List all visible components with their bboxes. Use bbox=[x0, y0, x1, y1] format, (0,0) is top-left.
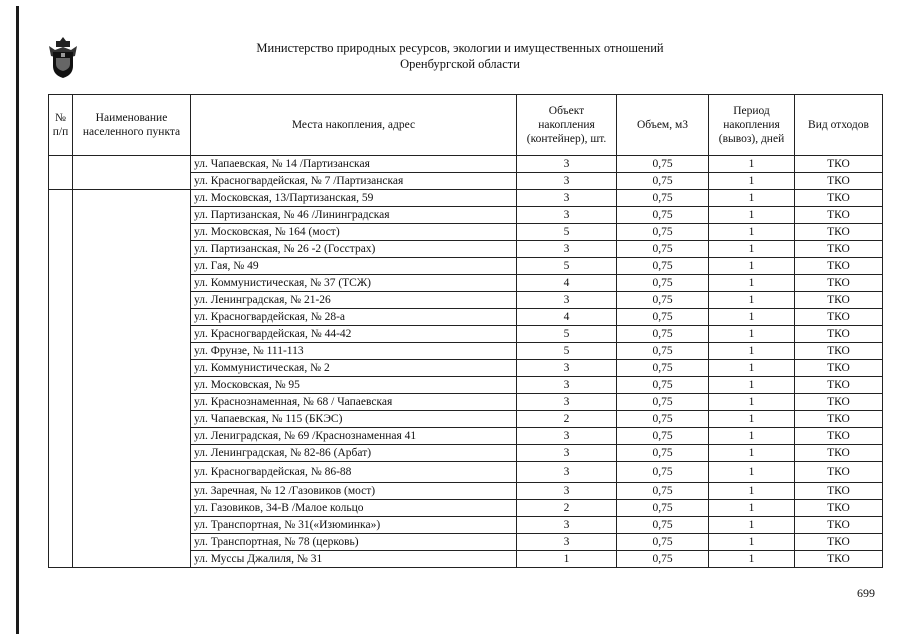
cell-address: ул. Московская, 13/Партизанская, 59 bbox=[191, 190, 517, 207]
cell-period: 1 bbox=[709, 462, 795, 483]
cell-volume: 0,75 bbox=[617, 551, 709, 568]
cell-volume: 0,75 bbox=[617, 445, 709, 462]
cell-settlement bbox=[73, 156, 191, 190]
table-row bbox=[49, 190, 883, 207]
cell-waste: ТКО bbox=[795, 207, 883, 224]
cell-volume: 0,75 bbox=[617, 173, 709, 190]
col-header-waste: Вид отходов bbox=[795, 95, 883, 156]
cell-period: 1 bbox=[709, 517, 795, 534]
cell-volume: 0,75 bbox=[617, 309, 709, 326]
cell-period: 1 bbox=[709, 309, 795, 326]
cell-containers: 3 bbox=[517, 190, 617, 207]
region-name: Оренбургской области bbox=[400, 57, 520, 71]
cell-address: ул. Фрунзе, № 111-113 bbox=[191, 343, 517, 360]
cell-period: 1 bbox=[709, 207, 795, 224]
cell-address: ул. Красногвардейская, № 7 /Партизанская bbox=[191, 173, 517, 190]
cell-waste: ТКО bbox=[795, 483, 883, 500]
cell-containers: 3 bbox=[517, 462, 617, 483]
cell-period: 1 bbox=[709, 428, 795, 445]
cell-containers: 3 bbox=[517, 292, 617, 309]
cell-waste: ТКО bbox=[795, 156, 883, 173]
cell-volume: 0,75 bbox=[617, 428, 709, 445]
cell-period: 1 bbox=[709, 241, 795, 258]
cell-volume: 0,75 bbox=[617, 500, 709, 517]
cell-period: 1 bbox=[709, 551, 795, 568]
cell-period: 1 bbox=[709, 224, 795, 241]
cell-volume: 0,75 bbox=[617, 411, 709, 428]
cell-volume: 0,75 bbox=[617, 275, 709, 292]
cell-period: 1 bbox=[709, 292, 795, 309]
cell-volume: 0,75 bbox=[617, 241, 709, 258]
cell-period: 1 bbox=[709, 343, 795, 360]
cell-period: 1 bbox=[709, 156, 795, 173]
table-header-row bbox=[49, 95, 883, 156]
cell-address: ул. Партизанская, № 26 -2 (Госстрах) bbox=[191, 241, 517, 258]
cell-waste: ТКО bbox=[795, 173, 883, 190]
cell-waste: ТКО bbox=[795, 224, 883, 241]
cell-address: ул. Гая, № 49 bbox=[191, 258, 517, 275]
cell-address: ул. Чапаевская, № 14 /Партизанская bbox=[191, 156, 517, 173]
cell-address: ул. Ленинградская, № 82-86 (Арбат) bbox=[191, 445, 517, 462]
cell-waste: ТКО bbox=[795, 551, 883, 568]
cell-waste: ТКО bbox=[795, 258, 883, 275]
cell-period: 1 bbox=[709, 360, 795, 377]
cell-volume: 0,75 bbox=[617, 326, 709, 343]
cell-num bbox=[49, 190, 73, 568]
cell-waste: ТКО bbox=[795, 377, 883, 394]
cell-period: 1 bbox=[709, 258, 795, 275]
cell-containers: 5 bbox=[517, 224, 617, 241]
cell-containers: 5 bbox=[517, 326, 617, 343]
cell-waste: ТКО bbox=[795, 343, 883, 360]
cell-period: 1 bbox=[709, 275, 795, 292]
cell-period: 1 bbox=[709, 483, 795, 500]
cell-volume: 0,75 bbox=[617, 258, 709, 275]
cell-period: 1 bbox=[709, 411, 795, 428]
cell-containers: 3 bbox=[517, 241, 617, 258]
cell-volume: 0,75 bbox=[617, 394, 709, 411]
col-header-containers: Объект накопления (контейнер), шт. bbox=[517, 95, 617, 156]
cell-address: ул. Партизанская, № 46 /Лининградская bbox=[191, 207, 517, 224]
cell-waste: ТКО bbox=[795, 241, 883, 258]
cell-period: 1 bbox=[709, 534, 795, 551]
cell-volume: 0,75 bbox=[617, 156, 709, 173]
cell-period: 1 bbox=[709, 500, 795, 517]
col-header-settlement: Наименование населенного пункта bbox=[73, 95, 191, 156]
col-header-address: Места накопления, адрес bbox=[191, 95, 517, 156]
cell-containers: 3 bbox=[517, 360, 617, 377]
col-header-num: № п/п bbox=[49, 95, 73, 156]
cell-containers: 3 bbox=[517, 173, 617, 190]
cell-address: ул. Чапаевская, № 115 (БКЭС) bbox=[191, 411, 517, 428]
cell-waste: ТКО bbox=[795, 309, 883, 326]
cell-containers: 5 bbox=[517, 343, 617, 360]
cell-settlement bbox=[73, 190, 191, 568]
cell-containers: 1 bbox=[517, 551, 617, 568]
cell-address: ул. Коммунистическая, № 37 (ТСЖ) bbox=[191, 275, 517, 292]
cell-waste: ТКО bbox=[795, 428, 883, 445]
col-header-volume: Объем, м3 bbox=[617, 95, 709, 156]
cell-containers: 3 bbox=[517, 377, 617, 394]
cell-waste: ТКО bbox=[795, 360, 883, 377]
cell-address: ул. Ленинградская, № 21-26 bbox=[191, 292, 517, 309]
cell-address: ул. Транспортная, № 31(«Изюминка») bbox=[191, 517, 517, 534]
cell-volume: 0,75 bbox=[617, 360, 709, 377]
cell-address: ул. Московская, № 164 (мост) bbox=[191, 224, 517, 241]
cell-volume: 0,75 bbox=[617, 517, 709, 534]
cell-period: 1 bbox=[709, 326, 795, 343]
cell-waste: ТКО bbox=[795, 411, 883, 428]
cell-containers: 3 bbox=[517, 534, 617, 551]
table-row bbox=[49, 156, 883, 173]
cell-containers: 2 bbox=[517, 500, 617, 517]
cell-address: ул. Красногвардейская, № 28-а bbox=[191, 309, 517, 326]
document-header bbox=[200, 40, 720, 72]
cell-waste: ТКО bbox=[795, 500, 883, 517]
cell-address: ул. Краснознаменная, № 68 / Чапаевская bbox=[191, 394, 517, 411]
cell-address: ул. Заречная, № 12 /Газовиков (мост) bbox=[191, 483, 517, 500]
cell-containers: 3 bbox=[517, 517, 617, 534]
cell-address: ул. Красногвардейская, № 44-42 bbox=[191, 326, 517, 343]
cell-waste: ТКО bbox=[795, 534, 883, 551]
cell-period: 1 bbox=[709, 190, 795, 207]
cell-containers: 4 bbox=[517, 275, 617, 292]
cell-waste: ТКО bbox=[795, 275, 883, 292]
table-body bbox=[49, 156, 883, 568]
waste-sites-table bbox=[48, 94, 883, 568]
cell-period: 1 bbox=[709, 394, 795, 411]
cell-volume: 0,75 bbox=[617, 190, 709, 207]
cell-address: ул. Московская, № 95 bbox=[191, 377, 517, 394]
cell-containers: 4 bbox=[517, 309, 617, 326]
cell-volume: 0,75 bbox=[617, 534, 709, 551]
cell-containers: 3 bbox=[517, 445, 617, 462]
cell-address: ул. Красногвардейская, № 86-88 bbox=[191, 462, 517, 483]
cell-containers: 3 bbox=[517, 156, 617, 173]
cell-volume: 0,75 bbox=[617, 483, 709, 500]
cell-num bbox=[49, 156, 73, 190]
cell-volume: 0,75 bbox=[617, 224, 709, 241]
ministry-name: Министерство природных ресурсов, экологии и имущественных отношений bbox=[256, 41, 664, 55]
cell-period: 1 bbox=[709, 377, 795, 394]
cell-containers: 3 bbox=[517, 428, 617, 445]
cell-volume: 0,75 bbox=[617, 207, 709, 224]
cell-waste: ТКО bbox=[795, 462, 883, 483]
cell-address: ул. Транспортная, № 78 (церковь) bbox=[191, 534, 517, 551]
cell-period: 1 bbox=[709, 173, 795, 190]
col-header-period: Период накопления (вывоз), дней bbox=[709, 95, 795, 156]
cell-volume: 0,75 bbox=[617, 292, 709, 309]
cell-waste: ТКО bbox=[795, 517, 883, 534]
cell-address: ул. Муссы Джалиля, № 31 bbox=[191, 551, 517, 568]
cell-address: ул. Газовиков, 34-В /Малое кольцо bbox=[191, 500, 517, 517]
cell-waste: ТКО bbox=[795, 292, 883, 309]
cell-containers: 2 bbox=[517, 411, 617, 428]
cell-volume: 0,75 bbox=[617, 377, 709, 394]
cell-volume: 0,75 bbox=[617, 343, 709, 360]
cell-containers: 5 bbox=[517, 258, 617, 275]
cell-volume: 0,75 bbox=[617, 462, 709, 483]
cell-address: ул. Лениградская, № 69 /Краснознаменная 41 bbox=[191, 428, 517, 445]
cell-waste: ТКО bbox=[795, 445, 883, 462]
cell-containers: 3 bbox=[517, 394, 617, 411]
page-number: 699 bbox=[857, 586, 875, 600]
cell-address: ул. Коммунистическая, № 2 bbox=[191, 360, 517, 377]
cell-containers: 3 bbox=[517, 207, 617, 224]
coat-of-arms-icon bbox=[46, 36, 80, 80]
cell-waste: ТКО bbox=[795, 190, 883, 207]
cell-waste: ТКО bbox=[795, 326, 883, 343]
scan-edge-line bbox=[16, 6, 19, 634]
cell-period: 1 bbox=[709, 445, 795, 462]
cell-waste: ТКО bbox=[795, 394, 883, 411]
cell-containers: 3 bbox=[517, 483, 617, 500]
